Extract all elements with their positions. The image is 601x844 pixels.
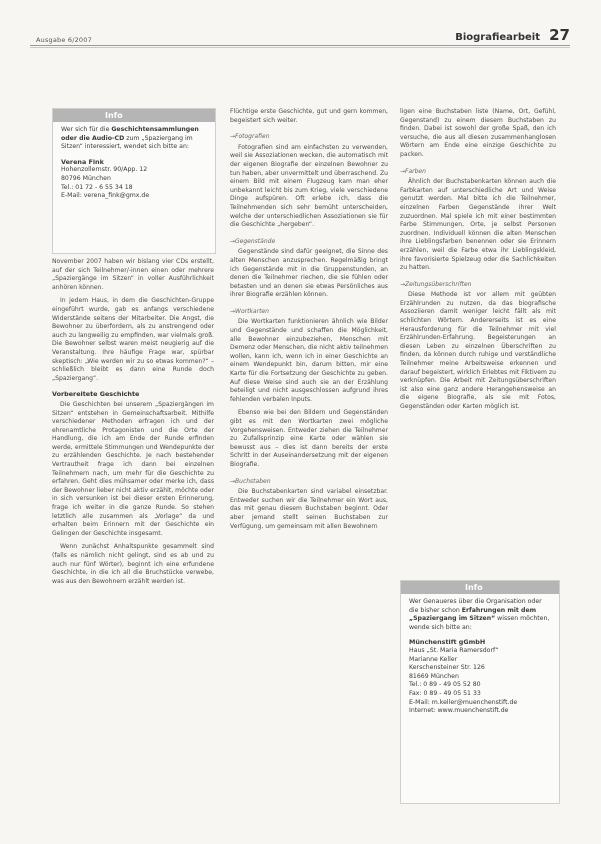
contact-line: 81669 München — [409, 672, 459, 680]
contact-line: E-Mail: m.keller@muenchenstift.de — [409, 698, 518, 706]
info-box-title: Info — [53, 109, 215, 122]
subheading-wortkarten: → Wortkarten — [230, 308, 388, 317]
info-box-contact-fink — [52, 108, 216, 254]
paragraph: Die Buchstabenkarten sind variabel einsetzbar. Entweder suchen wir die Teilnehmer ein Wort aus, das mit genau diesem Buchstaben beginnt. Oder aber jemand stellt seinen Buchstaben zur Verfügung, um gemeinsam mit allen Bewohnern — [230, 488, 388, 530]
paragraph: Flüchtige erste Geschichte, gut und gern kommen, begeistert sich weiter. — [230, 108, 388, 124]
subheading-farben: → Farben — [400, 168, 556, 177]
contact-name: Verena Fink — [61, 157, 104, 166]
issue-label: Ausgabe 6/2007 — [36, 36, 92, 44]
contact-line: Kerschensteiner Str. 126 — [409, 664, 485, 672]
contact-line: Fax: 0 89 - 49 05 51 33 — [409, 689, 481, 697]
page-number: 27 — [549, 26, 570, 44]
subheading-buchstaben: → Buchstaben — [230, 478, 388, 487]
subheading-gegenstaende: → Gegenstände — [230, 238, 388, 247]
article-column-1 — [52, 258, 214, 591]
contact-email: E-Mail: verena_fink@gmx.de — [61, 192, 150, 200]
header-rule-thin — [30, 47, 570, 48]
header-rule — [30, 45, 570, 46]
info-box-intro: Wer Genaueres über die Organisation oder die bisher schon Erfahrungen mit dem „Spaziergang im Sitzen“ wissen möchten, wende sich bitte an: — [409, 598, 550, 631]
info-box-intro: Wer sich für die Geschichtensammlungen oder die Audio-CD zum „Spaziergang im Sitzen“ interessiert, wendet sich bitte an: — [61, 126, 199, 151]
info-box-title: Info — [401, 581, 559, 594]
info-box-contact-muenchenstift — [400, 580, 560, 804]
contact-city: 80796 München — [61, 174, 111, 182]
paragraph: Die Geschichten bei unserem „Spaziergängen im Sitzen“ entstehen in Gemeinschaftsarbeit. Mithilfe verschiedener Methoden erfragen ich und der ehrenamtliche Protagonisten und die Orte der Handlung, die ich am Ende der Runde erfinden werde, ermittele Stimmungen und Wendepunkte der zu erzählenden Geschichte. Je nach bestehender Vertrautheit frage ich dann bei einzelnen Teilnehmern nach, um mehr für die Geschichte zu erfahren. Geht dies mühsamer oder merke ich, dass der Bewohner lieber nicht aktiv erzählt, möchte oder in sich versunken ist bei dieser ersten Erinnerung, frage ich weiter in die ganze Runde. So stehen letztlich alle zusammen als „Vorlage“ da und erhalten beim Erinnern mit der Geschichte ein Gelingen der Geschichte insgesamt. — [52, 400, 214, 537]
section-title: Biografiearbeit — [455, 32, 540, 43]
paragraph: Wenn zunächst Anhaltspunkte gesammelt sind (falls es nämlich nicht gelingt, sind es ab und zu auch nur fünf Wörter), beginnt ich eine erfundene Geschichte, in die ich all die Bruchstücke verwebe, was aus den Bewohnern erzählt werden ist. — [52, 543, 214, 585]
contact-line: Haus „St. Maria Ramersdorf“ — [409, 646, 499, 654]
contact-phone: Tel.: 01 72 - 6 55 34 18 — [61, 183, 133, 191]
section-heading: Vorbereitete Geschichte — [52, 390, 140, 399]
contact-line: Tel.: 0 89 - 49 05 52 80 — [409, 681, 481, 689]
paragraph: Ebenso wie bei den Bildern und Gegenständen gibt es mit den Wortkarten zwei mögliche Vorgehensweisen. Entweder ziehen die Teilnehmer zu Zufallsprinzip eine Karte oder wählen sie bewusst aus – dies ist dann bereits der erste Schritt in der Auseinandersetzung mit der eigenen Biografie. — [230, 409, 388, 468]
paragraph: Die Wortkarten funktionieren ähnlich wie Bilder und Gegenstände und schaffen die Möglichkeit, alle Bewohner einzubeziehen, Menschen mit Demenz oder Menschen, die nicht aktiv teilnehmen wollen, kann ich, wenn ich in einer Geschichte an einem Wendepunkt bin, darum bitten, mir eine Karte für die Fortsetzung der Geschichte zu geben. Auf diese Weise sind auch sie an der Erzählung beteiligt und nicht ausgeschlossen aufgrund ihres fehlenden verbalen Inputs. — [230, 318, 388, 403]
paragraph: ligen eine Buchstaben liste (Name, Ort, Gefühl, Gegenstand) zu einem diesem Buchstaben zu finden. Dabei ist sowohl der große Spaß, den ich versuche, die aus all diesen zusammenhanglosen Wörtern am Ende eine einzige Geschichte zu packen. — [400, 108, 556, 158]
article-column-2 — [230, 108, 388, 536]
paragraph: In jedem Haus, in dem die Geschichten-Gruppe eingeführt wurde, gab es anfangs verschiedene Widerstände seitens der Mitarbeiter. Die Angst, die Bewohner zu überfordern, als zu anstrengend oder auch zu langweilig zu empfinden, war vielmals groß. Die Bewohner selbst waren meist neugierig auf die Veranstaltung. Ihre häufige Frage war, spürbar skeptisch: „Wie werden wir zu so etwas kommen?“ – schließlich bleibt es dann eine Runde doch „Spaziergang“. — [52, 297, 214, 382]
contact-line: Internet: www.muenchenstift.de — [409, 707, 509, 715]
paragraph: Diese Methode ist vor allem mit geübten Erzählrunden zu nutzen, da das biografische Assoziieren damit weniger leicht fällt als mit schlichten Wörtern. Andererseits ist es eine Herausforderung für die Teilnehmer mit viel Erzählrunden-Erfahrung. Begeisterungen an diesen Leben zu einzelnen Überschriften zu finden, da können durch ruhige und verständliche Teilnehmer meine Arbeitsweise erkennen und darauf begeistert, wirklich Erlebtes mit Fiktivem zu verknüpfen. Die Arbeit mit Zeitungsüberschriften ist also eine ganz andere Herangehensweise an die eigene Biografie, als sie mit Fotos, Gegenständen oder Karten möglich ist. — [400, 291, 556, 410]
paragraph: Ähnlich der Buchstabenkarten können auch die Farbkarten auf unterschiedliche Art und Weise genutzt werden. Mal bitte ich die Teilnehmer, einzelnen Farben Gegenstände ihrer Welt zuzuordnen. Mal spiele ich mit einer bestimmten Farbe Stimmungen, Orte, je selbst Personen zuordnen. Individuell können die alten Menschen ihre Lieblingsfarben benennen oder sie Erinnern erzählen, weil die Farbe etwa ihr Lieblingskleid, ihre favorisierte Spielzeug oder die Sachlichkeiten zu hatten. — [400, 178, 556, 272]
organization-name: Münchenstift gGmbH — [409, 638, 486, 647]
paragraph: Fotografien sind am einfachsten zu verwenden, weil sie Assoziationen wecken, die automatisch mit der eigenen Biografie der einzelnen Bewohner zu tun haben, aber unvermittelt und überraschend. Zu einem Bild mit einem Flugzeug kam man eher unbekannt leicht bis zum Krieg, viele verschiedene Dinge aufspüren. Oft erlebe ich, dass die Teilnehmenden sich sehr bemüht unterscheiden, welche der unterschiedlichen Assoziationen sie für die Geschichte „hergeben“. — [230, 143, 388, 229]
page-header — [30, 26, 570, 46]
paragraph: Gegenstände sind dafür geeignet, die Sinne des alten Menschen anzusprechen. Regelmäßig bringt ich Gegenstände mit in die Gruppenstunden, an denen die Teilnehmer riechen, die sie fühlen oder betasten und an denen sie etwas Persönliches aus ihrer Biografie erzählen können. — [230, 248, 388, 299]
subheading-fotografien: → Fotografien — [230, 133, 388, 142]
article-column-3 — [400, 108, 556, 417]
paragraph: November 2007 haben wir bislang vier CDs erstellt, auf der sich Teilnehmer/-innen einen oder mehrere „Spaziergänge im Sitzen“ in voller Ausführlichkeit anhören können. — [52, 258, 214, 291]
contact-address: Hohenzollernstr. 90/App. 12 — [61, 166, 148, 174]
subheading-zeitungsueberschriften: → Zeitungsüberschriften — [400, 281, 556, 290]
contact-line: Marianne Keller — [409, 655, 458, 663]
